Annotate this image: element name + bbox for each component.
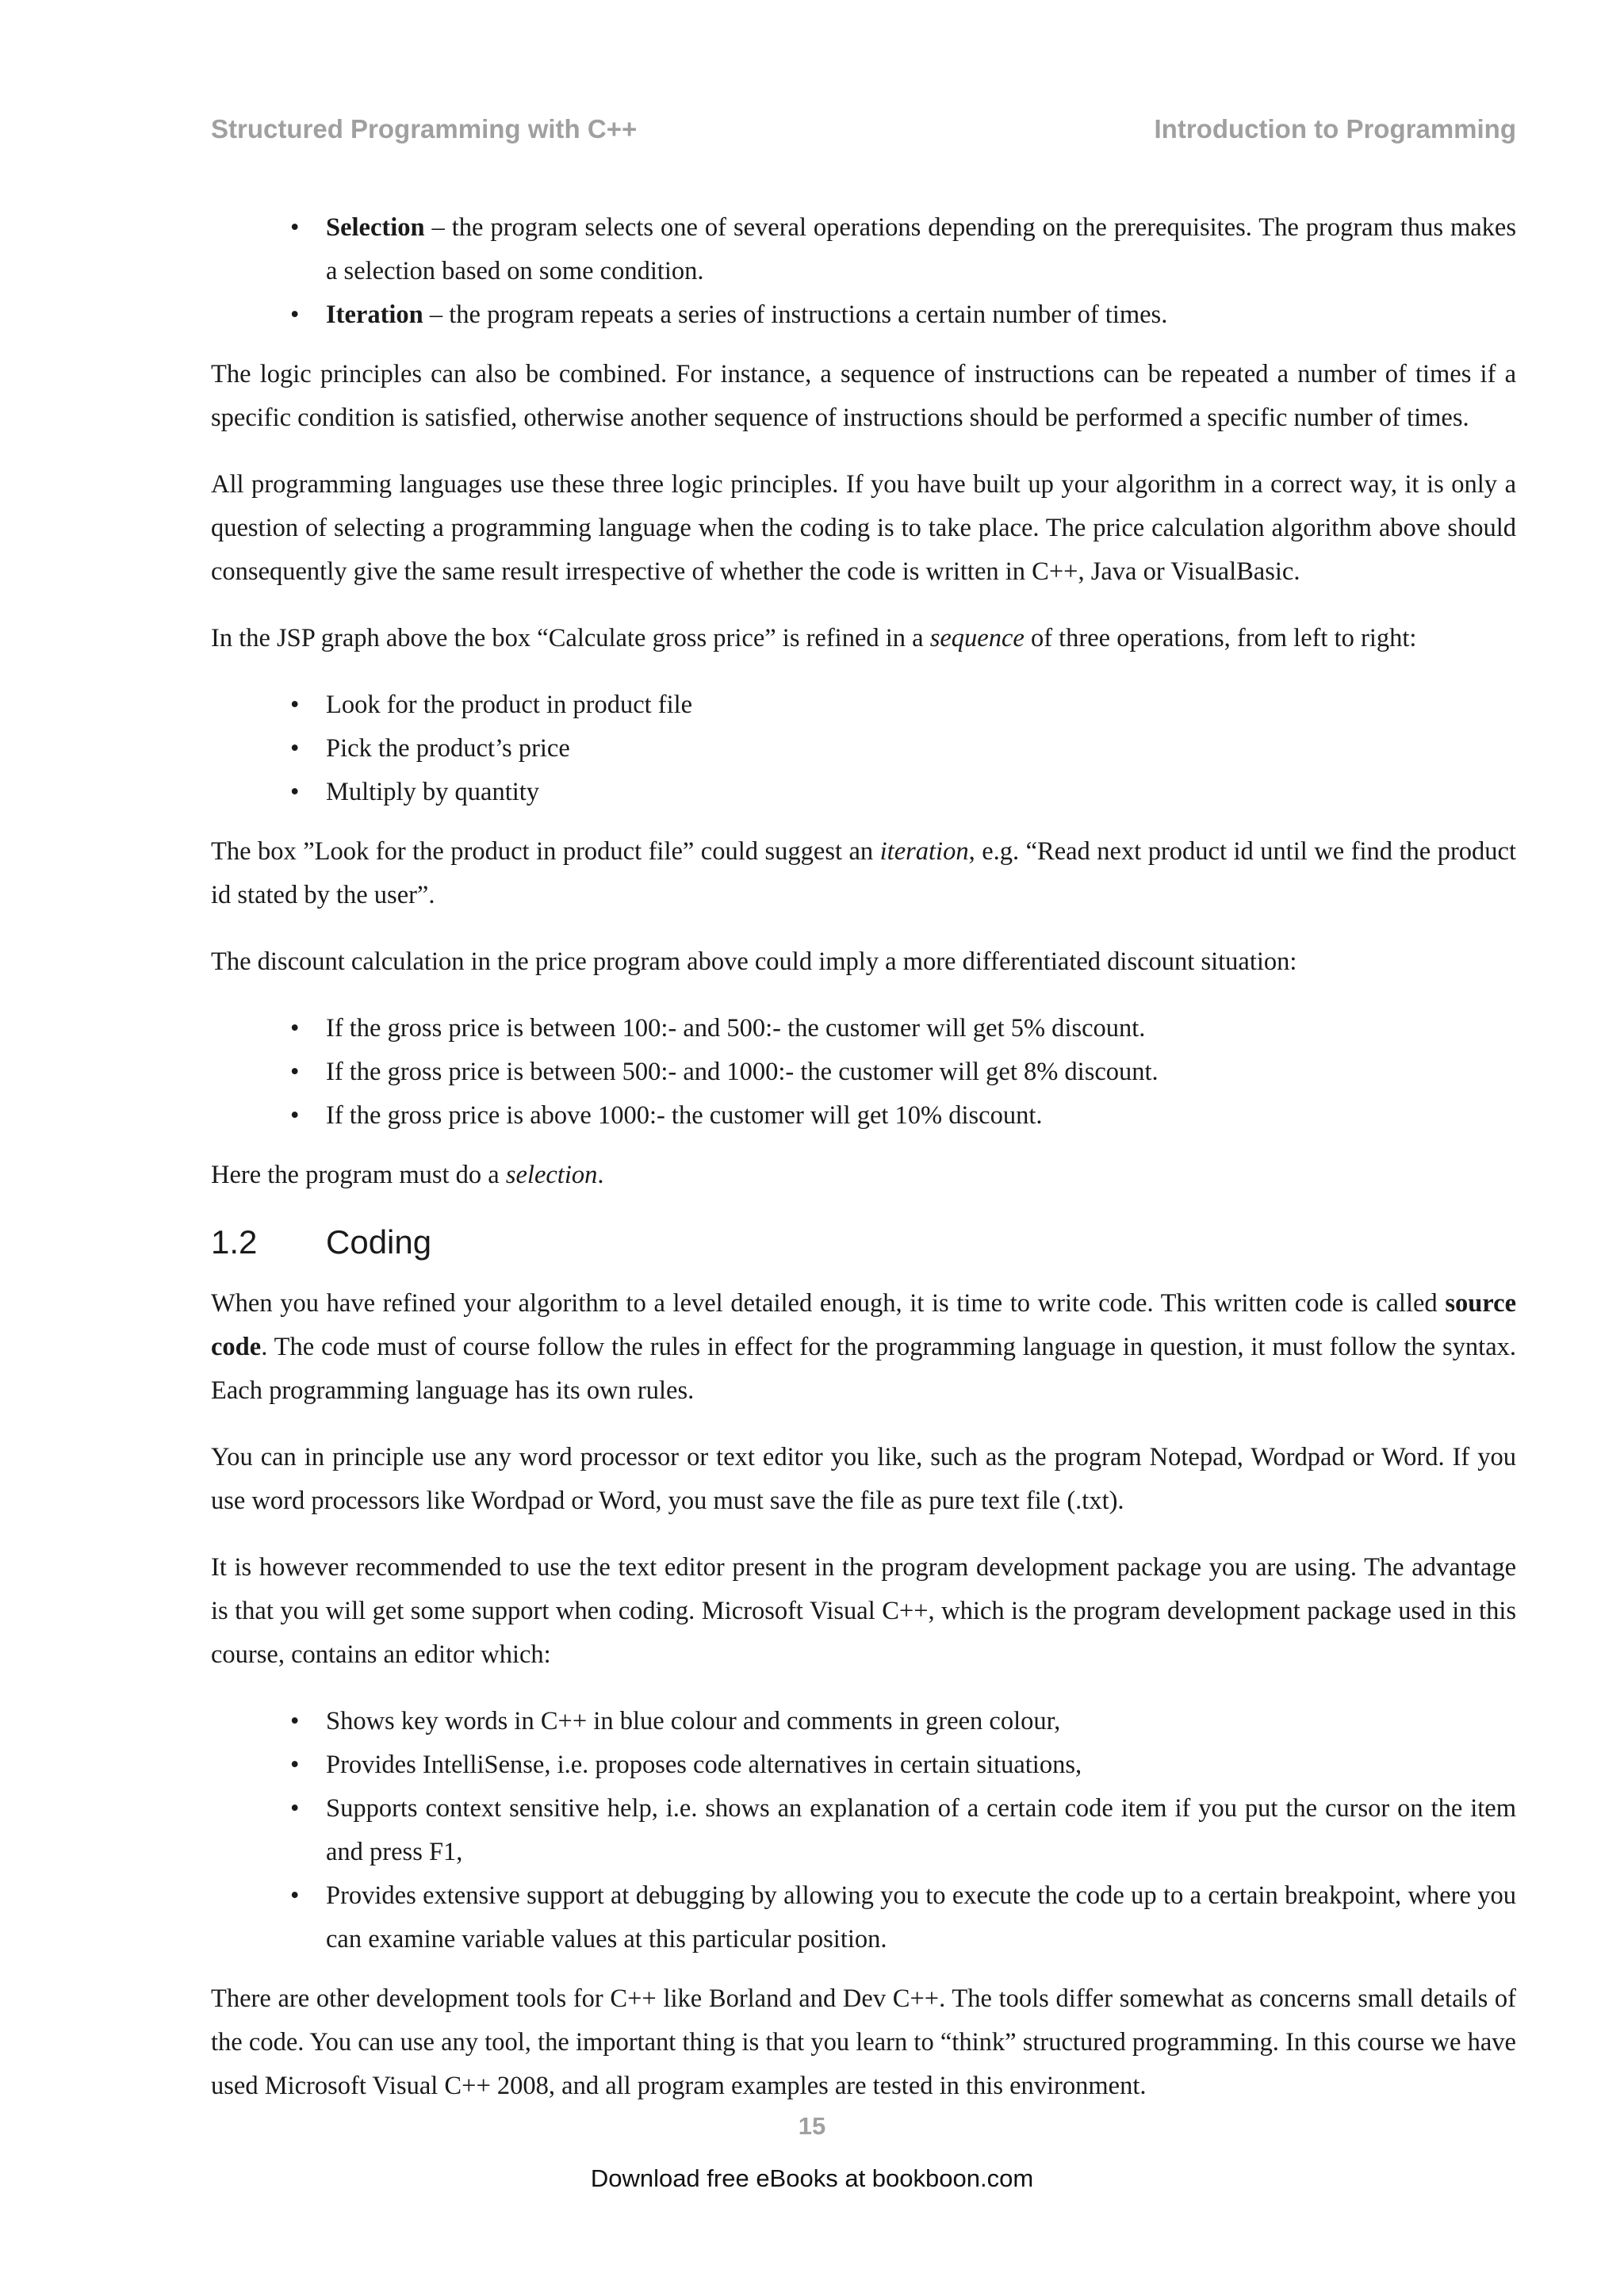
list-item: • Look for the product in product file bbox=[326, 683, 1516, 727]
definition: – the program selects one of several operations depending on the prerequisites. The program thus makes a selection based on some condition. bbox=[326, 213, 1516, 285]
list-item: • If the gross price is between 100:- and 500:- the customer will get 5% discount. bbox=[326, 1007, 1516, 1050]
bullet-icon: • bbox=[290, 1751, 300, 1779]
bullet-icon: • bbox=[290, 1881, 300, 1910]
list-item: • If the gross price is between 500:- and 1000:- the customer will get 8% discount. bbox=[326, 1050, 1516, 1094]
bullet-icon: • bbox=[290, 1014, 300, 1043]
discount-rules-list bbox=[211, 1007, 1516, 1138]
paragraph: You can in principle use any word processor or text editor you like, such as the program Notepad, Wordpad or Word. If you use word processors like Wordpad or Word, you must save the file as pure text file (.txt). bbox=[211, 1443, 1516, 1515]
paragraph: When you have refined your algorithm to a level detailed enough, it is time to write code. This written code is called source code. The code must of course follow the rules in effect for the programming language in question, it must follow the syntax. Each programming language has its own rules. bbox=[211, 1289, 1516, 1405]
running-header bbox=[211, 114, 1516, 144]
definition: – the program repeats a series of instructions a certain number of times. bbox=[423, 300, 1168, 329]
paragraph: The box ”Look for the product in product file” could suggest an iteration, e.g. “Read next product id until we find the product id stated by the user”. bbox=[211, 837, 1516, 909]
paragraph: Here the program must do a selection. bbox=[211, 1161, 604, 1189]
section-heading bbox=[211, 1220, 1516, 1265]
paragraph: In the JSP graph above the box “Calculate gross price” is refined in a sequence of three operations, from left to right: bbox=[211, 624, 1417, 652]
paragraph: The discount calculation in the price program above could imply a more differentiated discount situation: bbox=[211, 947, 1297, 976]
bullet-icon: • bbox=[290, 1058, 300, 1086]
bullet-icon: • bbox=[290, 213, 300, 242]
footer-download-note: Download free eBooks at bookboon.com bbox=[590, 2164, 1034, 2192]
term: Iteration bbox=[326, 300, 423, 329]
paragraph: The logic principles can also be combined. For instance, a sequence of instructions can be repeated a number of times if a specific condition is satisfied, otherwise another sequence of instructions should be performed a specific number of times. bbox=[211, 360, 1516, 432]
list-item: • Provides IntelliSense, i.e. proposes code alternatives in certain situations, bbox=[326, 1743, 1516, 1787]
page-number: 15 bbox=[798, 2112, 826, 2140]
paragraph: It is however recommended to use the text editor present in the program development package you are using. The advantage is that you will get some support when coding. Microsoft Visual C++, which is the program development package used in this course, contains an editor which: bbox=[211, 1553, 1516, 1669]
list-item: • Multiply by quantity bbox=[326, 771, 1516, 814]
editor-features-list bbox=[211, 1700, 1516, 1961]
list-item: • Shows key words in C++ in blue colour and comments in green colour, bbox=[326, 1700, 1516, 1743]
bullet-icon: • bbox=[290, 734, 300, 763]
bullet-icon: • bbox=[290, 1101, 300, 1130]
section-title: Coding bbox=[326, 1223, 432, 1261]
list-item bbox=[290, 293, 1516, 337]
paragraph: All programming languages use these three logic principles. If you have built up your algorithm in a correct way, it is only a question of selecting a programming language when the coding is to take place. The price calculation algorithm above should consequently give the same result irrespective of whether the code is written in C++, Java or VisualBasic. bbox=[211, 470, 1516, 586]
bullet-icon: • bbox=[290, 778, 300, 806]
list-item: • If the gross price is above 1000:- the customer will get 10% discount. bbox=[326, 1094, 1516, 1138]
sequence-steps-list bbox=[211, 683, 1516, 814]
bullet-icon: • bbox=[290, 1794, 300, 1823]
page-body bbox=[211, 206, 1516, 2131]
list-item: • Provides extensive support at debugging by allowing you to execute the code up to a certain breakpoint, where you can examine variable values at this particular position. bbox=[326, 1874, 1516, 1961]
list-item: • Supports context sensitive help, i.e. shows an explanation of a certain code item if you put the cursor on the item and press F1, bbox=[326, 1787, 1516, 1874]
paragraph: There are other development tools for C++ like Borland and Dev C++. The tools differ somewhat as concerns small details of the code. You can use any tool, the important thing is that you learn to “think” structured programming. In this course we have used Microsoft Visual C++ 2008, and all program examples are tested in this environment. bbox=[211, 1984, 1516, 2100]
bullet-icon: • bbox=[290, 1707, 300, 1735]
bullet-icon: • bbox=[290, 691, 300, 719]
list-item bbox=[290, 206, 1516, 293]
term: Selection bbox=[326, 213, 425, 242]
bullet-icon: • bbox=[290, 300, 300, 329]
header-book-title: Structured Programming with C++ bbox=[211, 114, 638, 144]
logic-principles-list bbox=[211, 206, 1516, 337]
list-item: • Pick the product’s price bbox=[326, 727, 1516, 771]
header-chapter-title: Introduction to Programming bbox=[1154, 114, 1516, 144]
section-number: 1.2 bbox=[211, 1223, 258, 1261]
